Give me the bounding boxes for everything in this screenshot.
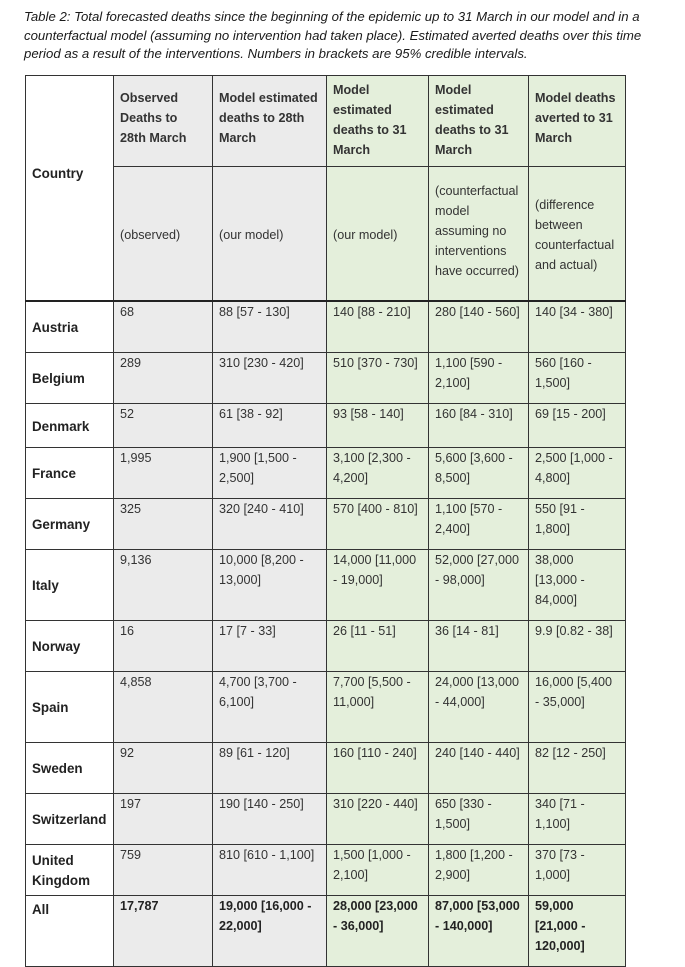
model28-cell: 88 [57 - 130] bbox=[213, 301, 327, 353]
model31-cell: 160 [110 - 240] bbox=[327, 743, 429, 794]
header-model31-title: Model estimated deaths to 31 March bbox=[327, 76, 429, 167]
observed-cell: 1,995 bbox=[114, 448, 213, 499]
country-cell: All bbox=[26, 896, 114, 967]
averted-cell: 38,000 [13,000 - 84,000] bbox=[529, 550, 626, 621]
table-row bbox=[26, 448, 626, 499]
averted-cell: 82 [12 - 250] bbox=[529, 743, 626, 794]
header-observed-title: Observed Deaths to 28th March bbox=[114, 76, 213, 167]
model31-cell: 510 [370 - 730] bbox=[327, 353, 429, 404]
country-cell: Belgium bbox=[26, 353, 114, 404]
counter-cell: 1,100 [590 - 2,100] bbox=[429, 353, 529, 404]
header-note-row bbox=[26, 167, 626, 302]
header-averted-note: (difference between counterfactual and actual) bbox=[529, 167, 626, 302]
averted-cell: 370 [73 - 1,000] bbox=[529, 845, 626, 896]
total-row bbox=[26, 896, 626, 967]
country-cell: Spain bbox=[26, 672, 114, 743]
observed-cell: 17,787 bbox=[114, 896, 213, 967]
country-cell: United Kingdom bbox=[26, 845, 114, 896]
header-counter-title: Model estimated deaths to 31 March bbox=[429, 76, 529, 167]
counter-cell: 52,000 [27,000 - 98,000] bbox=[429, 550, 529, 621]
counter-cell: 240 [140 - 440] bbox=[429, 743, 529, 794]
country-cell: Germany bbox=[26, 499, 114, 550]
counter-cell: 1,800 [1,200 - 2,900] bbox=[429, 845, 529, 896]
table-row bbox=[26, 404, 626, 448]
counter-cell: 650 [330 - 1,500] bbox=[429, 794, 529, 845]
counter-cell: 280 [140 - 560] bbox=[429, 301, 529, 353]
observed-cell: 325 bbox=[114, 499, 213, 550]
model28-cell: 310 [230 - 420] bbox=[213, 353, 327, 404]
model31-cell: 310 [220 - 440] bbox=[327, 794, 429, 845]
header-model28-title: Model estimated deaths to 28th March bbox=[213, 76, 327, 167]
table-caption: Table 2: Total forecasted deaths since the beginning of the epidemic up to 31 March in our model and in a counterfactual model (assuming no intervention had taken place). Estimated averted deaths over this time period as a result of the interventions. Numbers in brackets are 95% credible intervals. bbox=[24, 9, 642, 62]
observed-cell: 9,136 bbox=[114, 550, 213, 621]
country-cell: Denmark bbox=[26, 404, 114, 448]
observed-cell: 92 bbox=[114, 743, 213, 794]
counter-cell: 24,000 [13,000 - 44,000] bbox=[429, 672, 529, 743]
observed-cell: 197 bbox=[114, 794, 213, 845]
country-cell: Norway bbox=[26, 621, 114, 672]
model28-cell: 17 [7 - 33] bbox=[213, 621, 327, 672]
model31-cell: 3,100 [2,300 - 4,200] bbox=[327, 448, 429, 499]
table-row bbox=[26, 353, 626, 404]
table-row bbox=[26, 499, 626, 550]
model28-cell: 4,700 [3,700 - 6,100] bbox=[213, 672, 327, 743]
table-row bbox=[26, 794, 626, 845]
observed-cell: 759 bbox=[114, 845, 213, 896]
averted-cell: 2,500 [1,000 - 4,800] bbox=[529, 448, 626, 499]
model31-cell: 28,000 [23,000 - 36,000] bbox=[327, 896, 429, 967]
model31-cell: 93 [58 - 140] bbox=[327, 404, 429, 448]
table-row bbox=[26, 743, 626, 794]
averted-cell: 59,000 [21,000 - 120,000] bbox=[529, 896, 626, 967]
table-row bbox=[26, 301, 626, 353]
table-row bbox=[26, 672, 626, 743]
averted-cell: 560 [160 - 1,500] bbox=[529, 353, 626, 404]
table-row bbox=[26, 845, 626, 896]
counter-cell: 5,600 [3,600 - 8,500] bbox=[429, 448, 529, 499]
model28-cell: 61 [38 - 92] bbox=[213, 404, 327, 448]
counter-cell: 36 [14 - 81] bbox=[429, 621, 529, 672]
model28-cell: 89 [61 - 120] bbox=[213, 743, 327, 794]
observed-cell: 52 bbox=[114, 404, 213, 448]
country-cell: Austria bbox=[26, 301, 114, 353]
header-row bbox=[26, 76, 626, 167]
country-cell: France bbox=[26, 448, 114, 499]
averted-cell: 9.9 [0.82 - 38] bbox=[529, 621, 626, 672]
counter-cell: 87,000 [53,000 - 140,000] bbox=[429, 896, 529, 967]
table-row bbox=[26, 621, 626, 672]
header-country: Country bbox=[26, 76, 114, 302]
header-model28-note: (our model) bbox=[213, 167, 327, 302]
model31-cell: 1,500 [1,000 - 2,100] bbox=[327, 845, 429, 896]
averted-cell: 140 [34 - 380] bbox=[529, 301, 626, 353]
model28-cell: 19,000 [16,000 - 22,000] bbox=[213, 896, 327, 967]
model28-cell: 320 [240 - 410] bbox=[213, 499, 327, 550]
model28-cell: 1,900 [1,500 - 2,500] bbox=[213, 448, 327, 499]
table-row bbox=[26, 550, 626, 621]
header-averted-title: Model deaths averted to 31 March bbox=[529, 76, 626, 167]
model31-cell: 140 [88 - 210] bbox=[327, 301, 429, 353]
averted-cell: 69 [15 - 200] bbox=[529, 404, 626, 448]
country-cell: Italy bbox=[26, 550, 114, 621]
counter-cell: 1,100 [570 - 2,400] bbox=[429, 499, 529, 550]
model28-cell: 190 [140 - 250] bbox=[213, 794, 327, 845]
observed-cell: 16 bbox=[114, 621, 213, 672]
model31-cell: 26 [11 - 51] bbox=[327, 621, 429, 672]
model31-cell: 570 [400 - 810] bbox=[327, 499, 429, 550]
model31-cell: 7,700 [5,500 - 11,000] bbox=[327, 672, 429, 743]
deaths-table bbox=[25, 75, 626, 967]
country-cell: Sweden bbox=[26, 743, 114, 794]
model31-cell: 14,000 [11,000 - 19,000] bbox=[327, 550, 429, 621]
header-counter-note: (counterfactual model assuming no interventions have occurred) bbox=[429, 167, 529, 302]
observed-cell: 68 bbox=[114, 301, 213, 353]
averted-cell: 550 [91 - 1,800] bbox=[529, 499, 626, 550]
header-observed-note: (observed) bbox=[114, 167, 213, 302]
averted-cell: 16,000 [5,400 - 35,000] bbox=[529, 672, 626, 743]
observed-cell: 4,858 bbox=[114, 672, 213, 743]
observed-cell: 289 bbox=[114, 353, 213, 404]
country-cell: Switzerland bbox=[26, 794, 114, 845]
averted-cell: 340 [71 - 1,100] bbox=[529, 794, 626, 845]
model28-cell: 810 [610 - 1,100] bbox=[213, 845, 327, 896]
counter-cell: 160 [84 - 310] bbox=[429, 404, 529, 448]
header-model31-note: (our model) bbox=[327, 167, 429, 302]
model28-cell: 10,000 [8,200 - 13,000] bbox=[213, 550, 327, 621]
